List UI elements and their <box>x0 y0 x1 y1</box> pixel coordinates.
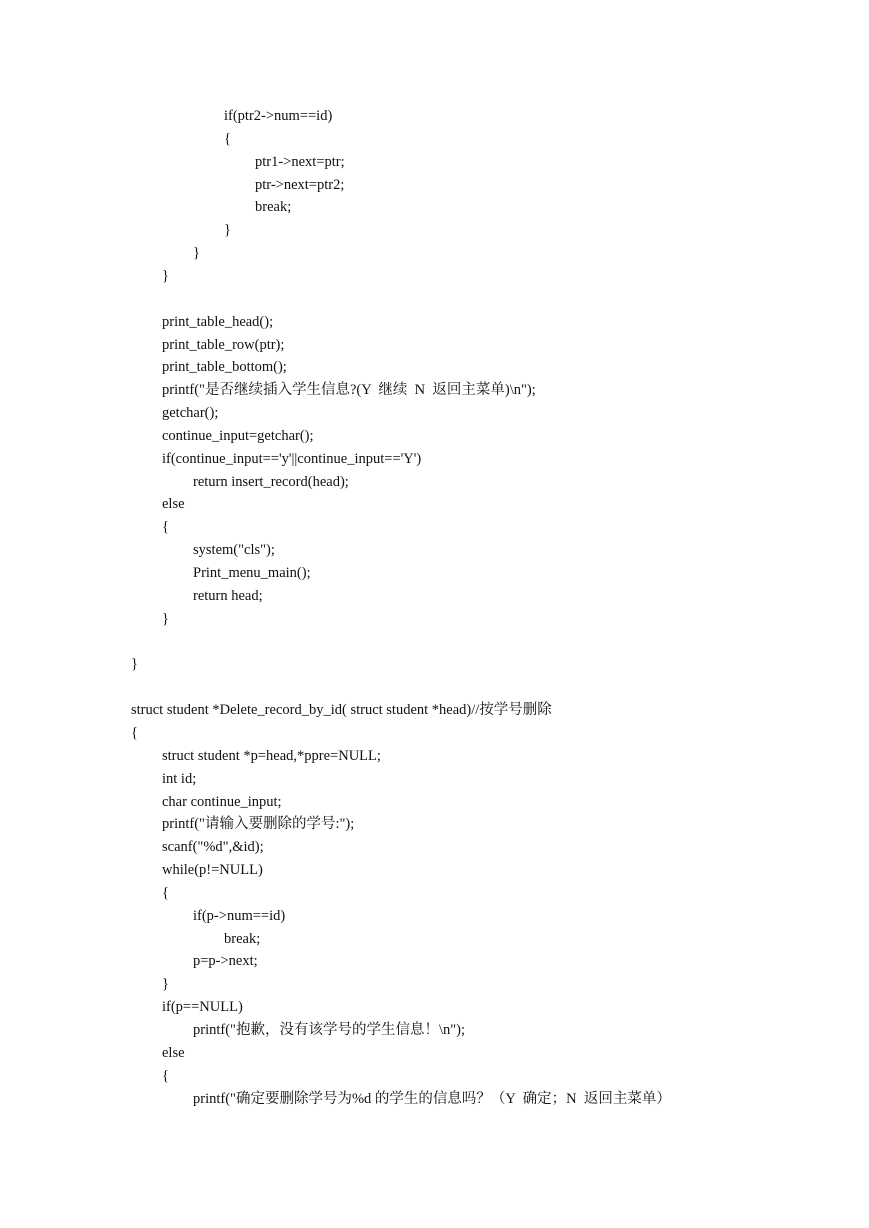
code-line: break; <box>224 930 261 947</box>
code-line: } <box>193 245 200 262</box>
code-line: getchar(); <box>162 405 219 422</box>
code-line: print_table_head(); <box>162 313 274 330</box>
code-line: } <box>224 222 231 239</box>
code-line: p=p->next; <box>193 953 258 970</box>
code-line: if(p->num==id) <box>193 907 286 924</box>
code-line: printf("请输入要删除的学号:"); <box>162 816 355 833</box>
code-line: Print_menu_main(); <box>193 565 311 581</box>
code-line: print_table_row(ptr); <box>162 336 285 353</box>
code-line: { <box>162 884 169 901</box>
code-line: struct student *p=head,*ppre=NULL; <box>162 747 381 764</box>
code-line: } <box>131 656 138 673</box>
code-line: struct student *Delete_record_by_id( struct student *head)//按学号删除 <box>131 702 552 719</box>
code-line: char continue_input; <box>162 793 282 810</box>
code-line: return head; <box>193 587 263 604</box>
code-line: printf("确定要删除学号为%d 的学生的信息吗？（Y 确定；N 返回主菜单） <box>193 1090 671 1107</box>
code-line: scanf("%d",&id); <box>162 839 264 856</box>
code-line: if(continue_input=='y'||continue_input=='Y') <box>162 450 422 467</box>
code-line: { <box>131 724 138 741</box>
code-line: { <box>162 519 169 536</box>
code-line: int id; <box>162 770 197 787</box>
code-line: break; <box>255 199 292 216</box>
code-line: return insert_record(head); <box>193 473 349 490</box>
code-line: continue_input=getchar(); <box>162 427 314 444</box>
code-line: system("cls"); <box>193 542 275 559</box>
code-line: else <box>162 496 185 513</box>
code-line: } <box>162 610 169 627</box>
code-line: if(p==NULL) <box>162 999 243 1016</box>
code-line: ptr1->next=ptr; <box>255 153 345 170</box>
code-line: else <box>162 1044 185 1061</box>
code-line: ptr->next=ptr2; <box>255 176 345 193</box>
code-line: { <box>162 1067 169 1084</box>
code-line: printf("是否继续插入学生信息?(Y 继续 N 返回主菜单)\n"); <box>162 382 536 399</box>
code-line: if(ptr2->num==id) <box>224 108 333 124</box>
code-line: { <box>224 130 231 147</box>
code-line: print_table_bottom(); <box>162 359 287 376</box>
code-line: printf("抱歉，没有该学号的学生信息！\n"); <box>193 1022 466 1038</box>
code-line: } <box>162 267 169 284</box>
code-line: } <box>162 976 169 993</box>
code-line: while(p!=NULL) <box>162 862 263 879</box>
